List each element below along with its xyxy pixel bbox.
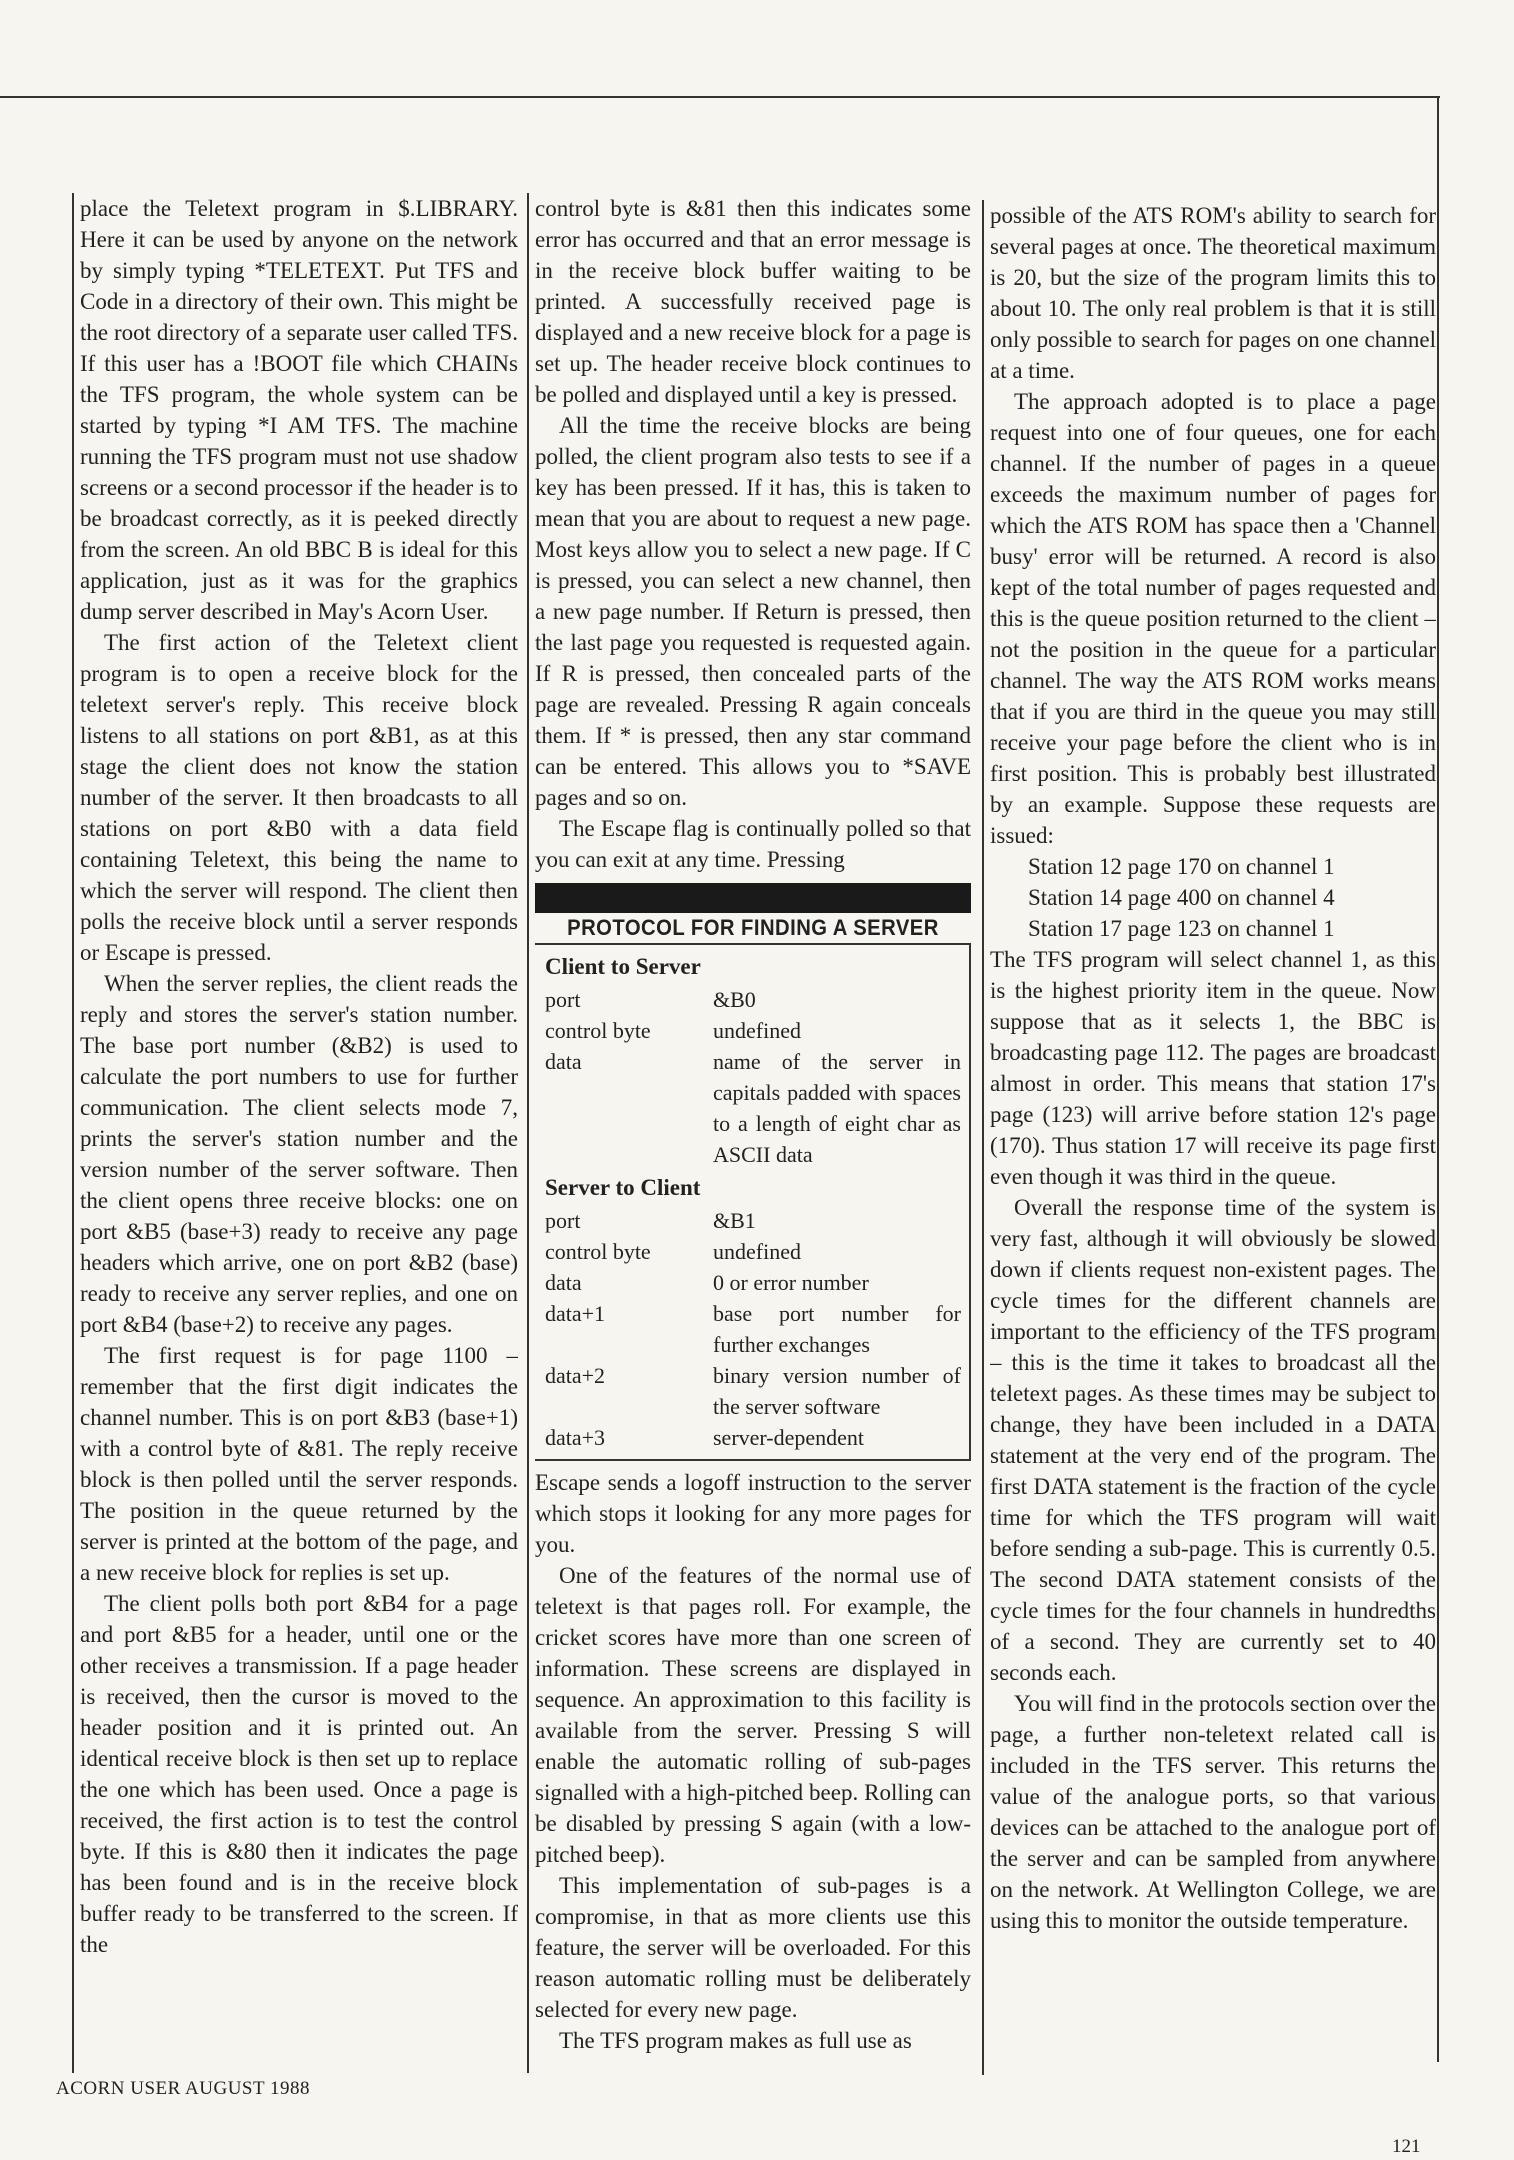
paragraph: The first action of the Teletext client program is to open a receive block for the teletext server's reply. This receive block listens to all stations on port &B1, as at this stage the client does not know the station number of the server. It then broadcasts to all stations on port &B0 with a data field containing Teletext, this being the name to which the server will respond. The client then polls the receive block until a server responds or Escape is pressed. <box>80 630 518 965</box>
column-2 <box>527 193 971 2073</box>
paragraph: The TFS program will select channel 1, as this is the highest priority item in the queue. Now suppose that as it selects 1, the BBC is broadcasting page 112. The pages are broadcast almost in order. This means that station 17's page (123) will arrive before station 12's page (170). Thus station 17 will receive its page first even though it was third in the queue. <box>990 947 1436 1189</box>
paragraph: The Escape flag is continually polled so that you can exit at any time. Pressing <box>535 816 971 872</box>
paragraph: possible of the ATS ROM's ability to search for several pages at once. The theoretical maximum is 20, but the size of the program limits this to about 10. The only real problem is that it is still only possible to search for pages on one channel at a time. <box>990 203 1436 383</box>
paragraph: All the time the receive blocks are being polled, the client program also tests to see if a key has been pressed. If it has, this is taken to mean that you are about to request a new page. Most keys allow you to select a new page. If C is pressed, you can select a new channel, then a new page number. If Return is pressed, then the last page you requested is requested again. If R is pressed, then concealed parts of the page are revealed. Pressing R again conceals them. If * is pressed, then any star command can be entered. This allows you to *SAVE pages and so on. <box>535 413 971 810</box>
table-key: data+3 <box>545 1425 606 1450</box>
station-line: Station 12 page 170 on channel 1 <box>1028 854 1335 879</box>
paragraph: You will find in the protocols section over the page, a further non-teletext related call is included in the TFS server. This returns the value of the analogue ports, so that various devices can be attached to the analogue port of the server and can be sampled from anywhere on the network. At Wellington College, we are using this to monitor the outside temperature. <box>990 1691 1436 1933</box>
station-line: Station 17 page 123 on channel 1 <box>1028 916 1335 941</box>
paragraph: The first request is for page 1100 – remember that the first digit indicates the channel number. This is on port &B3 (base+1) with a control byte of &81. The reply receive block is then polled until the server responds. The position in the queue returned by the server is printed at the bottom of the page, and a new receive block for replies is set up. <box>80 1343 518 1585</box>
table-value: undefined <box>713 1239 801 1264</box>
table-row <box>545 1267 961 1298</box>
protocol-box-title: PROTOCOL FOR FINDING A SERVER <box>567 915 939 940</box>
footer-publication: ACORN USER AUGUST 1988 <box>56 2078 310 2099</box>
protocol-box <box>535 943 971 1461</box>
column-3 <box>982 200 1436 2075</box>
table-key: data <box>545 1049 582 1074</box>
table-row <box>545 1422 961 1453</box>
table-row <box>545 1298 961 1360</box>
paragraph: The TFS program makes as full use as <box>559 2028 912 2053</box>
table-row <box>545 1015 961 1046</box>
page-number: 121 <box>1392 2136 1421 2157</box>
table-value: name of the server in capitals padded with spaces to a length of eight char as ASCII data <box>713 1049 961 1167</box>
table-value: 0 or error number <box>713 1270 869 1295</box>
table-key: port <box>545 1208 581 1233</box>
box-header-bar <box>535 883 971 913</box>
table-key: data+1 <box>545 1301 606 1326</box>
table-row <box>545 1360 961 1422</box>
table-row <box>545 1046 961 1170</box>
server-to-client-table <box>545 1205 961 1453</box>
table-key: port <box>545 987 581 1012</box>
station-list <box>990 851 1436 944</box>
table-value: server-dependent <box>713 1425 865 1450</box>
table-key: data+2 <box>545 1363 606 1388</box>
table-value: &B0 <box>713 987 756 1012</box>
table-key: control byte <box>545 1239 651 1264</box>
paragraph: This implementation of sub-pages is a compromise, in that as more clients use this feature, the server will be overloaded. For this reason automatic rolling must be deliberately selected for every new page. <box>535 1873 971 2022</box>
top-rule <box>0 96 1440 98</box>
column-1 <box>72 193 518 2073</box>
right-rule <box>1437 96 1439 2062</box>
client-to-server-heading: Client to Server <box>545 954 701 979</box>
table-value: base port number for further exchanges <box>713 1301 961 1357</box>
table-row <box>545 1205 961 1236</box>
paragraph: The approach adopted is to place a page request into one of four queues, one for each channel. If the number of pages in a queue exceeds the maximum number of pages for which the ATS ROM has space then a 'Channel busy' error will be returned. A record is also kept of the total number of pages requested and this is the queue position returned to the client – not the position in the queue for a particular channel. The way the ATS ROM works means that if you are third in the queue you may still receive your page before the client who is in first position. This is probably best illustrated by an example. Suppose these requests are issued: <box>990 389 1436 848</box>
paragraph: Escape sends a logoff instruction to the server which stops it looking for any more pages for you. <box>535 1470 971 1557</box>
client-to-server-table <box>545 984 961 1170</box>
server-to-client-heading: Server to Client <box>545 1175 701 1200</box>
table-value: &B1 <box>713 1208 756 1233</box>
paragraph: Overall the response time of the system is very fast, although it will obviously be slowed down if clients request non-existent pages. The cycle times for the different channels are important to the efficiency of the TFS program – this is the time it takes to broadcast all the teletext pages. As these times may be subject to change, they have been included in a DATA statement at the very end of the program. The first DATA statement is the fraction of the cycle time for which the TFS program will wait before sending a sub-page. This is currently 0.5. The second DATA statement consists of the cycle times for the four channels in hundredths of a second. They are currently set to 40 seconds each. <box>990 1195 1436 1685</box>
table-value: undefined <box>713 1018 801 1043</box>
paragraph: control byte is &81 then this indicates some error has occurred and that an error message is in the receive block buffer waiting to be printed. A successfully received page is displayed and a new receive block for a page is set up. The header receive block continues to be polled and displayed until a key is pressed. <box>535 196 971 407</box>
table-row <box>545 984 961 1015</box>
paragraph: One of the features of the normal use of teletext is that pages roll. For example, the cricket scores have more than one screen of information. These screens are displayed in sequence. An approximation to this facility is available from the server. Pressing S will enable the automatic rolling of sub-pages signalled with a high-pitched beep. Rolling can be disabled by pressing S again (with a low-pitched beep). <box>535 1563 971 1867</box>
paragraph: place the Teletext program in $.LIBRARY. Here it can be used by anyone on the network by simply typing *TELETEXT. Put TFS and Code in a directory of their own. This might be the root directory of a separate user called TFS. If this user has a !BOOT file which CHAINs the TFS program, the whole system can be started by typing *I AM TFS. The machine running the TFS program must not use shadow screens or a second processor if the header is to be broadcast correctly, as it is peeked directly from the screen. An old BBC B is ideal for this application, just as it was for the graphics dump server described in May's Acorn User. <box>80 196 518 624</box>
table-key: control byte <box>545 1018 651 1043</box>
table-value: binary version number of the server software <box>713 1363 961 1419</box>
paragraph: When the server replies, the client reads the reply and stores the server's station number. The base port number (&B2) is used to calculate the port numbers to use for further communication. The client selects mode 7, prints the server's station number and the version number of the server software. Then the client opens three receive blocks: one on port &B5 (base+3) ready to receive any page headers which arrive, one on port &B2 (base) ready to receive any server replies, and one on port &B4 (base+2) to receive any pages. <box>80 971 518 1337</box>
table-key: data <box>545 1270 582 1295</box>
paragraph: The client polls both port &B4 for a page and port &B5 for a header, until one or the other receives a transmission. If a page header is received, then the cursor is moved to the header position and it is printed out. An identical receive block is then set up to replace the one which has been used. Once a page is received, the first action is to test the control byte. If this is &80 then it indicates the page has been found and is in the receive block buffer ready to be transferred to the screen. If the <box>80 1591 518 1957</box>
table-row <box>545 1236 961 1267</box>
station-line: Station 14 page 400 on channel 4 <box>1028 885 1335 910</box>
